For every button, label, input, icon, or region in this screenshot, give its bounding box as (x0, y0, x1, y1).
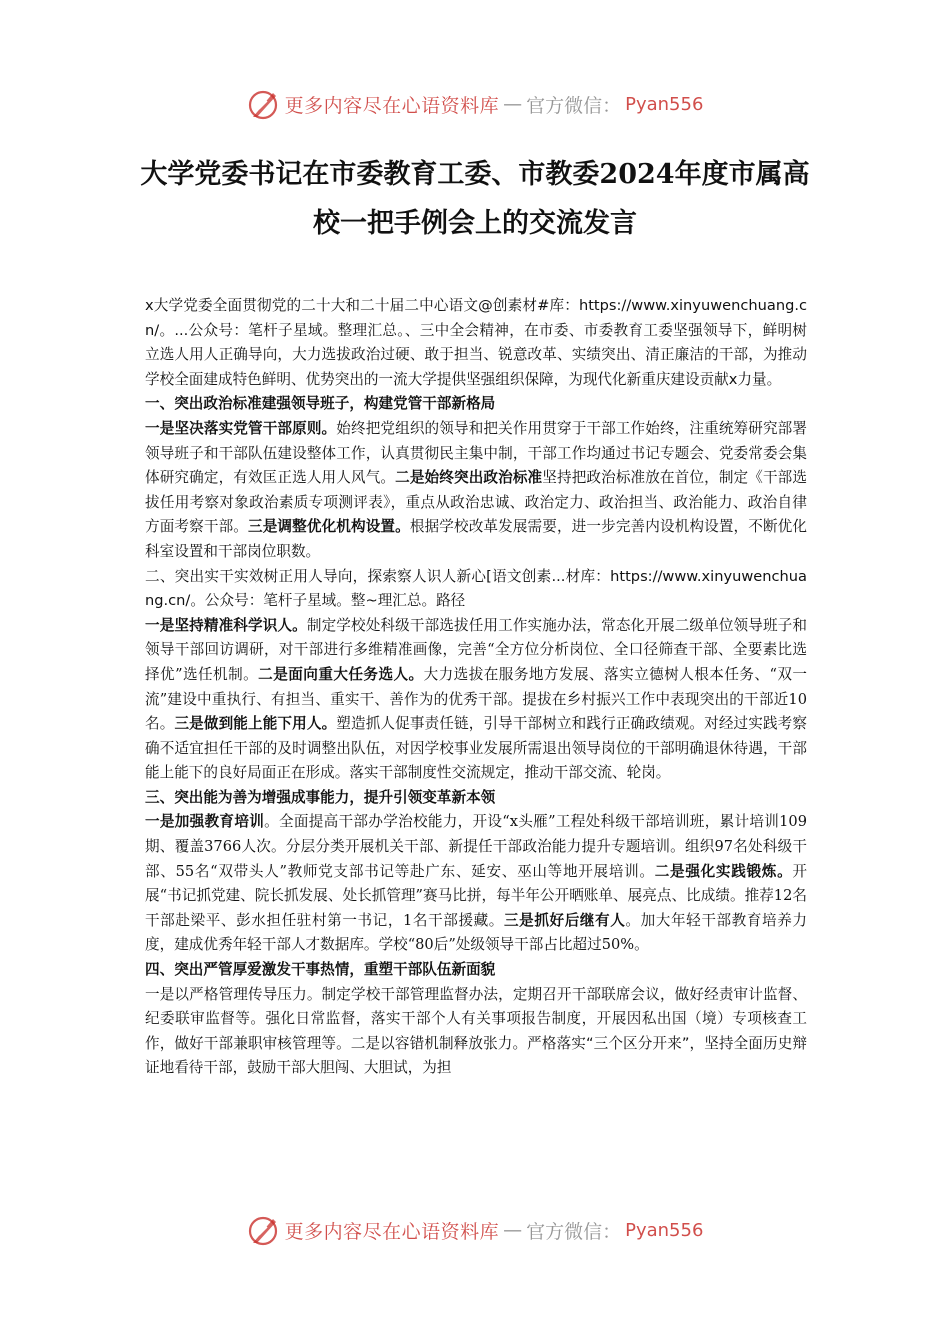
document-body (145, 294, 807, 1081)
intro-paragraph: x大学党委全面贯彻党的二十大和二十届二中心语文@创素材#库：https://www.xinyuwenchuang.cn/。...公众号：笔杆子星域。整理汇总。、三中全会精神，在市委、市委教育工委坚强领导下，鲜明树立选人用人正确导向，大力选拔政治过硬、敢于担当、锐意改革、实绩突出、清正廉洁的干部，为推动学校全面建成特色鲜明、优势突出的一流大学提供坚强组织保障，为现代化新重庆建设贡献x力量。 (145, 297, 807, 388)
banner-wechat-label: 官方微信： (526, 1220, 622, 1243)
section-1-heading: 一、突出政治标准建强领导班子，构建党管干部新格局 (145, 395, 496, 413)
banner-text: 更多内容尽在心语资料库 (284, 1220, 500, 1243)
section-2-lead-2: 二是面向重大任务选人。 (258, 665, 424, 683)
section-2-paragraph (145, 614, 807, 786)
section-1-paragraph (145, 417, 807, 565)
banner-text: 更多内容尽在心语资料库 (284, 94, 500, 117)
section-3-heading: 三、突出能为善为增强成事能力，提升引领变革新本领 (145, 788, 496, 806)
footer-banner (0, 1210, 950, 1250)
banner-account: Pyan556 (625, 93, 704, 115)
banner-separator: — (503, 1219, 523, 1241)
section-2-heading: 二、突出实干实效树正用人导向，探索察人识人新心[语文创素...材库：https://www.xinyuwenchuang.cn/。公众号：笔杆子星域。整~理汇总。路径 (145, 567, 807, 610)
section-2-lead-3: 三是做到能上能下用人。 (174, 715, 337, 733)
header-banner (0, 84, 950, 124)
document-title: 大学党委书记在市委教育工委、市教委2024年度市属高校一把手例会上的交流发言 (140, 159, 810, 239)
banner-separator: — (503, 93, 523, 115)
feather-pen-logo-icon (247, 87, 281, 121)
section-1-lead-3: 三是调整优化机构设置。 (248, 518, 410, 536)
feather-pen-logo-icon (247, 1213, 281, 1247)
section-1-lead-2: 二是始终突出政治标准 (395, 469, 543, 487)
section-1-text-1: 始终把党组织的领导和把关作用贯穿于干部工作始终，注重统筹研究部署领导班子和干部队伍建设整体工作，认真贯彻民主集中制，干部工作均通过书记专题会、党委常委会集体研究确定，有效匡正选人用人风气。 (145, 419, 807, 487)
section-2-text-1: 制定学校处科级干部选拔任用工作实施办法，常态化开展二级单位领导班子和领导干部回访调研，对干部进行多维精准画像，完善“全方位分析岗位、全口径筛查干部、全要素比选择优”选任机制。 (145, 616, 807, 683)
section-2-text-2: 大力选拔在服务地方发展、落实立德树人根本任务、“双一流”建设中重执行、有担当、重实干、善作为的优秀干部。提拔在乡村振兴工作中表现突出的干部近10名。 (145, 665, 807, 733)
section-3-lead-3: 三是抓好后继有人 (503, 911, 626, 929)
section-2-lead-1: 一是坚持精准科学识人。 (145, 616, 307, 634)
section-1-lead-1: 一是坚决落实党管干部原则。 (145, 419, 337, 437)
banner-wechat-label: 官方微信： (526, 94, 622, 117)
section-1-text-3: 根据学校改革发展需要，进一步完善内设机构设置，不断优化科室设置和干部岗位职数。 (145, 518, 807, 560)
section-4-paragraph: 一是以严格管理传导压力。制定学校干部管理监督办法，定期召开干部联席会议，做好经责审计监督、纪委联审监督等。强化日常监督，落实干部个人有关事项报告制度，开展因私出国（境）专项核查工作，做好干部兼职审核管理等。二是以容错机制释放张力。严格落实“三个区分开来”，坚持全面历史辩证地看待干部，鼓励干部大胆闯、大胆试，为担 (145, 985, 807, 1077)
banner-account: Pyan556 (625, 1219, 704, 1241)
section-3-lead-2: 二是强化实践锻炼。 (654, 862, 793, 880)
section-3-lead-1: 一是加强教育培训 (145, 813, 265, 831)
section-1-text-2: 坚持把政治标准放在首位，制定《干部选拔任用考察对象政治素质专项测评表》，重点从政治忠诚、政治定力、政治担当、政治能力、政治自律方面考察干部。 (145, 469, 807, 536)
section-2-text-3: 塑造抓人促事责任链，引导干部树立和践行正确政绩观。对经过实践考察确不适宜担任干部的及时调整出队伍，对因学校事业发展所需退出领导岗位的干部明确退休待遇，干部能上能下的良好局面正在形成。落实干部制度性交流规定，推动干部交流、轮岗。 (145, 715, 807, 782)
section-3-text-1: 。全面提高干部办学治校能力，开设“x头雁”工程处科级干部培训班，累计培训109期、覆盖3766人次。分层分类开展机关干部、新提任干部政治能力提升专题培训。组织97名处科级干部、55名“双带头人”教师党支部书记等赴广东、延安、巫山等地开展培训。 (145, 813, 807, 880)
section-3-text-2: 开展“书记抓党建、院长抓发展、处长抓管理”赛马比拼，每半年公开晒账单、展亮点、比成绩。推荐12名干部赴梁平、彭水担任驻村第一书记，1名干部援藏。 (145, 862, 807, 929)
section-4-heading: 四、突出严管厚爱激发干事热情，重塑干部队伍新面貌 (145, 961, 496, 979)
section-3-paragraph (145, 810, 807, 958)
section-3-text-3: 。加大年轻干部教育培养力度，建成优秀年轻干部人才数据库。学校“80后”处级领导干部占比超过50%。 (145, 911, 807, 954)
